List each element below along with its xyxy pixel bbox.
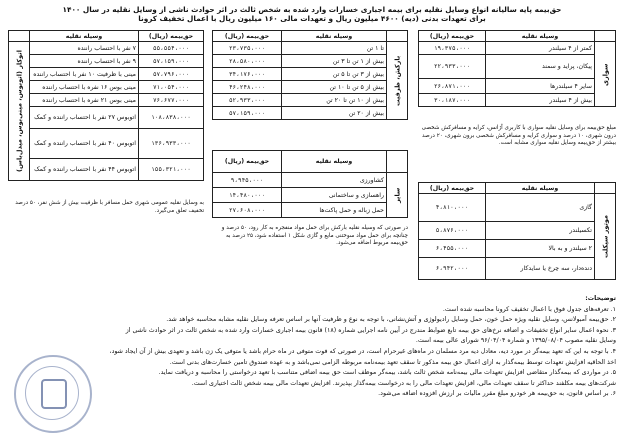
col-vehicle: وسیله نقلیه xyxy=(486,31,595,42)
table-cell: ۴۶،۲۴۸،۰۰۰ xyxy=(213,81,282,94)
central-insurance-seal xyxy=(14,355,92,433)
table-cell: ۵۲،۹۳۳،۰۰۰ xyxy=(213,94,282,107)
table-cell: ۵۷،۱۵۹،۰۰۰ xyxy=(213,107,282,120)
bus-note: به وسایل نقلیه عمومی شهری حمل مسافر با ظرفیت بیش از شش نفر، ۵۰ درصد تخفیف تعلق می‌گیرد. xyxy=(15,200,204,214)
table-cell: ۲۷،۶۰۸،۰۰۰ xyxy=(213,203,282,218)
note-item: ۱. تعرفه‌های جدول فوق با اعمال تخفیف کرونا محاسبه شده است. xyxy=(442,305,616,313)
title-line-1: حق‌بیمه پایه سالیانه انواع وسایل نقلیه برای بیمه اجباری خسارات وارد شده به شخص ثالث در اثر حوادث ناشی از وسایل نقلیه در سال ۱۴۰۰ xyxy=(62,5,562,14)
table-cell: اتوبوس ۲۷ نفر با احتساب راننده و کمک xyxy=(30,107,139,129)
group-other: سایر xyxy=(387,173,408,218)
other-note: در صورتی که وسیله نقلیه بارکش برای حمل مواد منفجره به کار رود، ۵۰ درصد و چنانچه برای حمل مواد سوختنی مایع و گازی شکل ۱ استفاده شود، ۲۵ درصد به حق‌بیمه مربوط اضافه می‌شود. xyxy=(221,225,408,247)
truck-table xyxy=(212,30,408,120)
note-item: ۴. با توجه به این که تعهد بیمه‌گر در مورد دیه، معادل دیه مرد مسلمان در ماه‌های غیرحرام است، در صورتی که فوت متوفی در ماه حرام باشد یا متوفی یک زن باشد و تعهدی بیش از آن ایجاد شود، xyxy=(109,347,616,355)
motorcycle-table xyxy=(418,182,616,280)
col-premium: حق‌بیمه (ریال) xyxy=(213,31,282,42)
group-passenger: سواری xyxy=(595,42,616,107)
note-item: ۶. بر اساس قانون، به حق‌بیمه هر خودرو مبلغ مقرر مالیات بر ارزش افزوده اضافه می‌شود. xyxy=(378,390,616,398)
passenger-note: مبلغ حق‌بیمه برای وسایل نقلیه سواری با کاربری آژانس، کرایه و مسافرکش شخصی درون شهری، ۱۰ درصد و سواری کرایه و مسافرکش شخصی برون شهری، ۲۰ درصد بیشتر از حق‌بیمه وسایل نقلیه سواری مشابه است. xyxy=(421,125,616,147)
table-cell: بیش از ۴ سیلندر xyxy=(486,94,595,107)
table-cell: ۱۹،۳۷۵،۰۰۰ xyxy=(419,42,486,55)
col-group xyxy=(387,31,408,42)
table-cell: بیش از ۱ تن تا ۳ تن xyxy=(282,55,387,68)
note-item: ۲. حق‌بیمه آمبولانس، وسایل نقلیه ویژه حمل خون، حمل وسایل رادیولوژی و آتش‌نشانی، با توجه به نوع و ظرفیت آنها بر اساس تعرفه وسایل نقلیه مشابه محاسبه خواهد شد. xyxy=(166,316,616,324)
table-cell: ۲۳،۷۳۵،۰۰۰ xyxy=(213,42,282,55)
col-premium: حق‌بیمه (ریال) xyxy=(419,183,486,194)
table-cell: ۷ نفر با احتساب راننده xyxy=(30,42,139,55)
bus-table xyxy=(8,30,204,181)
notes-title: توضیحات: xyxy=(585,295,616,302)
table-cell: اتوبوس ۴۰ نفر با احتساب راننده و کمک xyxy=(30,129,139,159)
other-table xyxy=(212,150,408,218)
table-cell: ۷۶،۶۷۷،۰۰۰ xyxy=(139,94,204,107)
table-cell: ۱۰۸،۸۳۸،۰۰۰ xyxy=(139,107,204,129)
table-cell: ۷۱،۰۵۴،۰۰۰ xyxy=(139,81,204,94)
table-cell: کشاورزی xyxy=(282,173,387,188)
table-cell: پیکان، پراید و سمند xyxy=(486,55,595,79)
table-cell: بیش از ۵ تن تا ۱۰ تن xyxy=(282,81,387,94)
table-cell: ۵۷،۱۵۹،۰۰۰ xyxy=(139,55,204,68)
table-cell: گازی xyxy=(486,194,595,222)
table-cell: ۵۵،۵۵۴،۰۰۰ xyxy=(139,42,204,55)
table-cell: اتوبوس ۴۴ نفر با احتساب راننده و کمک xyxy=(30,159,139,181)
table-cell: ۵،۸۷۶،۰۰۰ xyxy=(419,222,486,240)
table-cell: تا ۱ تن xyxy=(282,42,387,55)
title-line-2: برای تعهدات بدنی (دیه) ۴۶۰۰ میلیون ریال و تعهدات مالی ۱۶۰ میلیون ریال با اعمال تخفیف کرونا xyxy=(138,14,486,23)
table-cell: ۱۵۵،۳۲۱،۰۰۰ xyxy=(139,159,204,181)
note-item: شرکت‌های بیمه مکلفند حداکثر تا سقف تعهدات مالی، افزایش تعهدات مالی را به درخواست بیمه‌گذار بپذیرند. افزایش تعهدات مالی بیمه شخص ثالث اختیاری است. xyxy=(191,379,616,387)
col-vehicle: وسیله نقلیه xyxy=(282,31,387,42)
col-premium: حق‌بیمه (ریال) xyxy=(213,151,282,173)
col-premium: حق‌بیمه (ریال) xyxy=(419,31,486,42)
group-motorcycle: موتور سیکلت xyxy=(595,194,616,280)
table-cell: ۶،۴۵۵،۰۰۰ xyxy=(419,240,486,258)
document-title xyxy=(8,5,616,23)
group-truck: بارکش، ظرفیت xyxy=(387,42,408,120)
table-cell: ۲۸،۵۸۰،۰۰۰ xyxy=(213,55,282,68)
table-cell: مینی بوس ۱۶ نفره با احتساب راننده xyxy=(30,81,139,94)
table-cell: سایر ۴ سیلندرها xyxy=(486,79,595,94)
table-cell: ۱۳۶،۹۳۳،۰۰۰ xyxy=(139,129,204,159)
note-item: ۳. نحوه اعمال سایر انواع تخفیفات و اضافه نرخ‌های حق بیمه تابع ضوابط مندرج در آیین نامه اجرایی شماره (۱۸) قانون بیمه اجباری خسارات وارد شده به شخص ثالث در اثر حوادث ناشی از xyxy=(125,326,616,334)
col-vehicle: وسیله نقلیه xyxy=(30,31,139,42)
table-cell: ۳۴،۱۷۶،۰۰۰ xyxy=(213,68,282,81)
table-cell: ۹ نفر با احتساب راننده xyxy=(30,55,139,68)
table-cell: بیش از ۲۰ تن xyxy=(282,107,387,120)
col-premium: حق‌بیمه (ریال) xyxy=(139,31,204,42)
table-cell: ۲۲،۹۳۳،۰۰۰ xyxy=(419,55,486,79)
table-cell: مینی بوس ۲۱ نفره با احتساب راننده xyxy=(30,94,139,107)
table-cell: کمتر از ۴ سیلندر xyxy=(486,42,595,55)
note-item: اخذ الحاقیه افزایش تعهدات توسط بیمه‌گذار به ازای اعمال حق بیمه مذکور تا سقف تعهد بیمه‌نامه مربوطه الزامی نمی‌باشد و به عهده صندوق تامین خسارت‌های بدنی است. xyxy=(169,358,616,366)
table-cell: بیش از ۱۰ تن تا ۲۰ تن xyxy=(282,94,387,107)
notes-section xyxy=(8,294,616,400)
table-cell: بیش از ۳ تن تا ۵ تن xyxy=(282,68,387,81)
table-cell: ۲۶،۸۷۱،۰۰۰ xyxy=(419,79,486,94)
table-cell: حمل زباله و حمل پاکت‌ها xyxy=(282,203,387,218)
table-cell: ۶،۹۴۲،۰۰۰ xyxy=(419,258,486,280)
col-group xyxy=(9,31,30,42)
col-vehicle: وسیله نقلیه xyxy=(282,151,387,173)
note-item: وسایل نقلیه مصوب ۱۳۹۵/۰۸/۰۴ و شماره ۹۶/۰۴/۰۴ شورای عالی بیمه است. xyxy=(415,337,616,345)
table-cell: مینی با ظرفیت ۱۰ نفر با احتساب راننده xyxy=(30,68,139,81)
table-cell: ۱۴،۴۸۰،۰۰۰ xyxy=(213,188,282,203)
table-cell: راهسازی و ساختمانی xyxy=(282,188,387,203)
group-bus: اتوکار (اتوبوس، مینی‌بوس، میدل‌باس) xyxy=(9,42,30,181)
seal-emblem-icon xyxy=(41,379,67,409)
note-item: ۵. در مواردی که بیمه‌گذار متقاضی افزایش تعهدات مالی بیمه‌نامه شخص ثالث باشد، بیمه‌گر موظف است حق بیمه اضافی متناسب با تعهد درخواستی را محاسبه و دریافت نماید. xyxy=(158,369,616,377)
passenger-table xyxy=(418,30,616,107)
col-group xyxy=(595,183,616,194)
col-group xyxy=(387,151,408,173)
col-group xyxy=(595,31,616,42)
table-cell: ۳۰،۱۸۷،۰۰۰ xyxy=(419,94,486,107)
table-cell: ۲ سیلندر و به بالا xyxy=(486,240,595,258)
table-cell: ۹،۹۴۵،۰۰۰ xyxy=(213,173,282,188)
col-vehicle: وسیله نقلیه xyxy=(486,183,595,194)
table-cell: ۵۷،۷۹۶،۰۰۰ xyxy=(139,68,204,81)
table-cell: تکسیلندر xyxy=(486,222,595,240)
table-cell: دنده‌دار، سه چرخ یا سایدکار xyxy=(486,258,595,280)
table-cell: ۴،۸۱۰،۰۰۰ xyxy=(419,194,486,222)
